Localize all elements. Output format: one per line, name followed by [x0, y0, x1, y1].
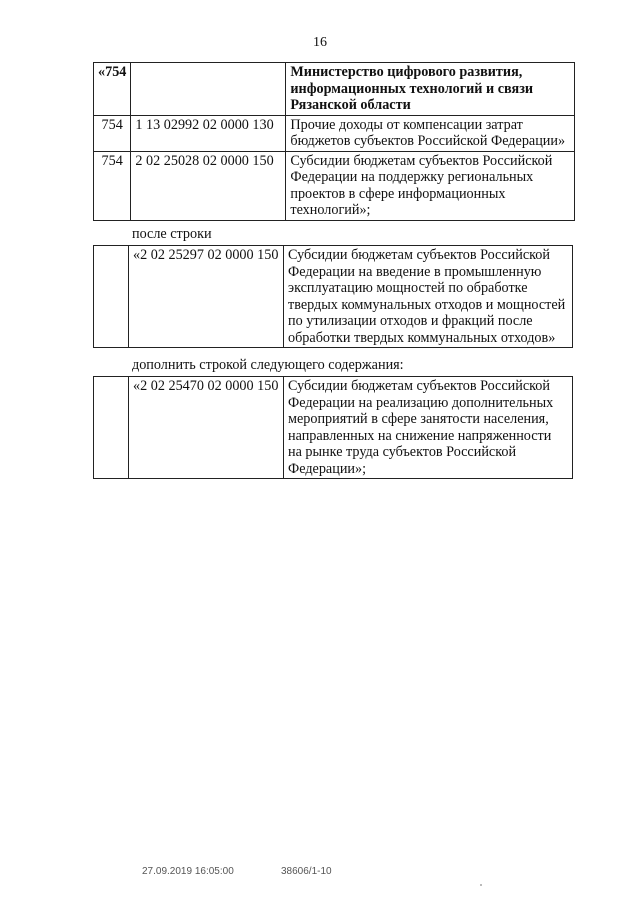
description-cell: Субсидии бюджетам субъектов Российской Федерации на поддержку региональных проектов в сфере информационных технологий»; — [286, 151, 575, 220]
table-row — [94, 115, 575, 151]
admin-code-cell — [94, 246, 129, 348]
budget-code-table-1 — [93, 62, 575, 221]
kbk-cell: 1 13 02992 02 0000 130 — [131, 115, 286, 151]
table-row — [94, 377, 573, 479]
kbk-cell — [131, 63, 286, 116]
kbk-cell: «2 02 25297 02 0000 150 — [129, 246, 284, 348]
footer-datetime: 27.09.2019 16:05:00 — [142, 866, 234, 877]
budget-code-table-3 — [93, 376, 573, 479]
description-cell: Прочие доходы от компенсации затрат бюджетов субъектов Российской Федерации» — [286, 115, 575, 151]
scan-speck — [480, 884, 482, 886]
description-cell: Субсидии бюджетам субъектов Российской Федерации на введение в промышленную эксплуатацию мощностей по обработке твердых коммунальных отходов и мощностей по утилизации отходов и фракций после обработки твердых коммунальных отходов» — [284, 246, 573, 348]
footer-doc-code: 38606/1-10 — [281, 866, 332, 877]
kbk-cell: 2 02 25028 02 0000 150 — [131, 151, 286, 220]
page-number: 16 — [313, 35, 327, 50]
admin-code-cell: 754 — [94, 115, 131, 151]
table-row — [94, 151, 575, 220]
instruction-add-row: дополнить строкой следующего содержания: — [132, 357, 404, 373]
kbk-cell: «2 02 25470 02 0000 150 — [129, 377, 284, 479]
admin-code-cell: 754 — [94, 151, 131, 220]
instruction-after-row: после строки — [132, 226, 212, 242]
table-row — [94, 246, 573, 348]
admin-code-cell: «754 — [94, 63, 131, 116]
budget-code-table-2 — [93, 245, 573, 348]
description-cell: Субсидии бюджетам субъектов Российской Федерации на реализацию дополнительных мероприятий в сфере занятости населения, направленных на снижение напряженности на рынке труда субъектов Российской Федерации»; — [284, 377, 573, 479]
admin-code-cell — [94, 377, 129, 479]
description-cell: Министерство цифрового развития, информационных технологий и связи Рязанской области — [286, 63, 575, 116]
table-row — [94, 63, 575, 116]
